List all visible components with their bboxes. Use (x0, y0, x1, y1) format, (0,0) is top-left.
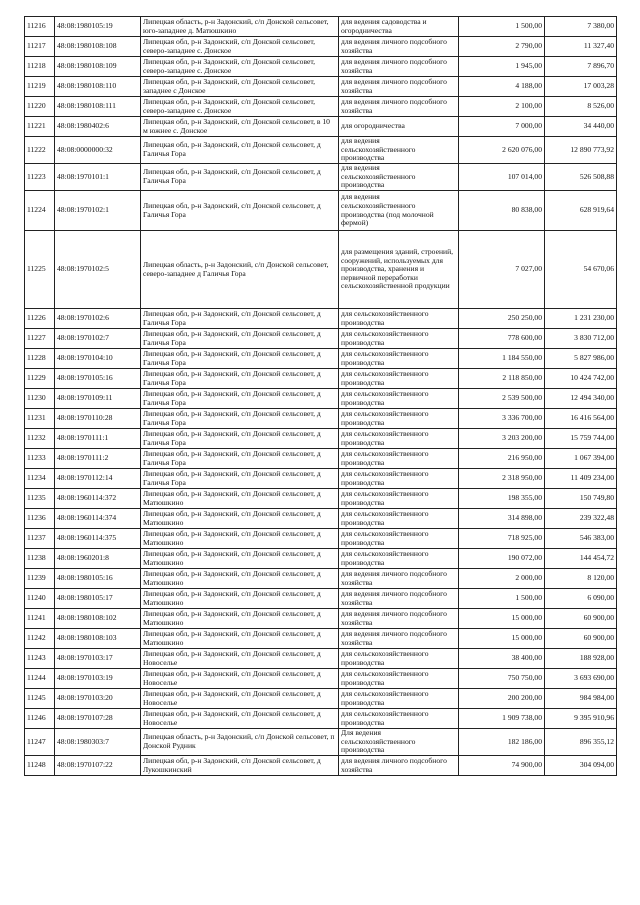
table-row (25, 629, 617, 649)
permitted-use-cell: Для ведения сельскохозяйственного производства (339, 729, 459, 756)
row-number: 11223 (25, 164, 55, 191)
area-cell: 778 600,00 (459, 329, 545, 349)
area-cell: 15 000,00 (459, 629, 545, 649)
table-row (25, 97, 617, 117)
table-row (25, 756, 617, 776)
permitted-use-cell: для сельскохозяйственного производства (339, 649, 459, 669)
area-cell: 107 014,00 (459, 164, 545, 191)
row-number: 11245 (25, 689, 55, 709)
address-cell: Липецкая обл, р-н Задонский, с/п Донской сельсовет, д Галичья Гора (141, 409, 339, 429)
row-number: 11229 (25, 369, 55, 389)
cadastral-value-cell: 150 749,80 (545, 489, 617, 509)
cadastral-number: 48:08:1970103:17 (55, 649, 141, 669)
permitted-use-cell: для сельскохозяйственного производства (339, 389, 459, 409)
cadastral-number: 48:08:1970103:19 (55, 669, 141, 689)
cadastral-value-cell: 12 494 340,00 (545, 389, 617, 409)
permitted-use-cell: для ведения личного подсобного хозяйства (339, 77, 459, 97)
row-number: 11220 (25, 97, 55, 117)
row-number: 11227 (25, 329, 55, 349)
area-cell: 1 500,00 (459, 17, 545, 37)
table-row (25, 117, 617, 137)
area-cell: 750 750,00 (459, 669, 545, 689)
cadastral-number: 48:08:0000000:32 (55, 137, 141, 164)
row-number: 11243 (25, 649, 55, 669)
cadastral-number: 48:08:1980108:103 (55, 629, 141, 649)
table-row (25, 609, 617, 629)
area-cell: 182 186,00 (459, 729, 545, 756)
permitted-use-cell: для сельскохозяйственного производства (339, 529, 459, 549)
address-cell: Липецкая обл, р-н Задонский, с/п Донской сельсовет, северо-западнее с. Донское (141, 97, 339, 117)
cadastral-value-cell: 60 900,00 (545, 609, 617, 629)
row-number: 11225 (25, 231, 55, 309)
cadastral-value-cell: 188 928,00 (545, 649, 617, 669)
table-row (25, 409, 617, 429)
row-number: 11237 (25, 529, 55, 549)
cadastral-value-cell: 304 094,00 (545, 756, 617, 776)
row-number: 11244 (25, 669, 55, 689)
table-row (25, 309, 617, 329)
cadastral-number: 48:08:1970101:1 (55, 164, 141, 191)
area-cell: 200 200,00 (459, 689, 545, 709)
row-number: 11241 (25, 609, 55, 629)
area-cell: 718 925,00 (459, 529, 545, 549)
permitted-use-cell: для ведения личного подсобного хозяйства (339, 609, 459, 629)
row-number: 11242 (25, 629, 55, 649)
area-cell: 1 909 738,00 (459, 709, 545, 729)
area-cell: 1 184 550,00 (459, 349, 545, 369)
cadastral-value-cell: 8 120,00 (545, 569, 617, 589)
area-cell: 80 838,00 (459, 191, 545, 231)
table-row (25, 77, 617, 97)
cadastral-value-cell: 11 409 234,00 (545, 469, 617, 489)
table-row (25, 429, 617, 449)
cadastral-value-cell: 3 693 690,00 (545, 669, 617, 689)
cadastral-number: 48:08:1970109:11 (55, 389, 141, 409)
cadastral-value-cell: 8 526,00 (545, 97, 617, 117)
row-number: 11246 (25, 709, 55, 729)
cadastral-number: 48:08:1980105:16 (55, 569, 141, 589)
area-cell: 314 898,00 (459, 509, 545, 529)
permitted-use-cell: для ведения личного подсобного хозяйства (339, 57, 459, 77)
area-cell: 15 000,00 (459, 609, 545, 629)
table-row (25, 689, 617, 709)
row-number: 11240 (25, 589, 55, 609)
address-cell: Липецкая обл, р-н Задонский, с/п Донской сельсовет, д Матюшкино (141, 629, 339, 649)
permitted-use-cell: для ведения сельскохозяйственного производства (339, 164, 459, 191)
area-cell: 2 000,00 (459, 569, 545, 589)
table-row (25, 231, 617, 309)
cadastral-number: 48:08:1960114:372 (55, 489, 141, 509)
area-cell: 1 945,00 (459, 57, 545, 77)
address-cell: Липецкая обл, р-н Задонский, с/п Донской сельсовет, д Галичья Гора (141, 449, 339, 469)
area-cell: 38 400,00 (459, 649, 545, 669)
address-cell: Липецкая обл, р-н Задонский, с/п Донской сельсовет, д Матюшкино (141, 589, 339, 609)
address-cell: Липецкая обл, р-н Задонский, с/п Донской сельсовет, западнее с Донское (141, 77, 339, 97)
cadastral-number: 48:08:1980105:19 (55, 17, 141, 37)
permitted-use-cell: для ведения личного подсобного хозяйства (339, 756, 459, 776)
cadastral-number: 48:08:1980303:7 (55, 729, 141, 756)
table-row (25, 669, 617, 689)
table-body (25, 17, 617, 776)
address-cell: Липецкая обл, р-н Задонский, с/п Донской сельсовет, д Новоселье (141, 669, 339, 689)
cadastral-value-cell: 3 830 712,00 (545, 329, 617, 349)
cadastral-number: 48:08:1980108:109 (55, 57, 141, 77)
table-row (25, 389, 617, 409)
address-cell: Липецкая обл, р-н Задонский, с/п Донской сельсовет, д Новоселье (141, 709, 339, 729)
row-number: 11234 (25, 469, 55, 489)
cadastral-number: 48:08:1980108:110 (55, 77, 141, 97)
cadastral-value-cell: 15 759 744,00 (545, 429, 617, 449)
address-cell: Липецкая обл, р-н Задонский, с/п Донской сельсовет, д Галичья Гора (141, 137, 339, 164)
address-cell: Липецкая обл, р-н Задонский, с/п Донской сельсовет, д Матюшкино (141, 609, 339, 629)
table-row (25, 509, 617, 529)
cadastral-value-cell: 34 440,00 (545, 117, 617, 137)
address-cell: Липецкая обл, р-н Задонский, с/п Донской сельсовет, д Галичья Гора (141, 191, 339, 231)
cadastral-value-cell: 896 355,12 (545, 729, 617, 756)
table-row (25, 17, 617, 37)
permitted-use-cell: для сельскохозяйственного производства (339, 669, 459, 689)
row-number: 11221 (25, 117, 55, 137)
cadastral-value-cell: 144 454,72 (545, 549, 617, 569)
address-cell: Липецкая обл, р-н Задонский, с/п Донской сельсовет, д Галичья Гора (141, 429, 339, 449)
table-row (25, 369, 617, 389)
cadastral-number: 48:08:1970111:2 (55, 449, 141, 469)
area-cell: 1 500,00 (459, 589, 545, 609)
document-page (24, 16, 616, 776)
address-cell: Липецкая область, р-н Задонский, с/п Донской сельсовет, п Донской Рудник (141, 729, 339, 756)
address-cell: Липецкая обл, р-н Задонский, с/п Донской сельсовет, д Галичья Гора (141, 389, 339, 409)
address-cell: Липецкая обл, р-н Задонский, с/п Донской сельсовет, в 10 м южнее с. Донское (141, 117, 339, 137)
permitted-use-cell: для сельскохозяйственного производства (339, 509, 459, 529)
row-number: 11239 (25, 569, 55, 589)
permitted-use-cell: для сельскохозяйственного производства (339, 329, 459, 349)
row-number: 11218 (25, 57, 55, 77)
table-row (25, 37, 617, 57)
table-row (25, 329, 617, 349)
cadastral-value-cell: 526 508,88 (545, 164, 617, 191)
row-number: 11235 (25, 489, 55, 509)
permitted-use-cell: для сельскохозяйственного производства (339, 469, 459, 489)
permitted-use-cell: для огородничества (339, 117, 459, 137)
address-cell: Липецкая область, р-н Задонский, с/п Донской сельсовет, юго-западнее д. Матюшкино (141, 17, 339, 37)
area-cell: 2 790,00 (459, 37, 545, 57)
cadastral-number: 48:08:1960114:374 (55, 509, 141, 529)
permitted-use-cell: для ведения садоводства и огородничества (339, 17, 459, 37)
permitted-use-cell: для сельскохозяйственного производства (339, 309, 459, 329)
cadastral-number: 48:08:1970103:20 (55, 689, 141, 709)
area-cell: 4 188,00 (459, 77, 545, 97)
permitted-use-cell: для сельскохозяйственного производства (339, 689, 459, 709)
address-cell: Липецкая обл, р-н Задонский, с/п Донской сельсовет, д Лукошкинский (141, 756, 339, 776)
cadastral-number: 48:08:1970110:28 (55, 409, 141, 429)
cadastral-number: 48:08:1970111:1 (55, 429, 141, 449)
cadastral-value-cell: 6 090,00 (545, 589, 617, 609)
cadastral-value-cell: 60 900,00 (545, 629, 617, 649)
cadastral-number: 48:08:1980108:111 (55, 97, 141, 117)
row-number: 11216 (25, 17, 55, 37)
row-number: 11248 (25, 756, 55, 776)
cadastral-value-cell: 7 380,00 (545, 17, 617, 37)
row-number: 11222 (25, 137, 55, 164)
cadastral-value-cell: 54 670,06 (545, 231, 617, 309)
table-row (25, 529, 617, 549)
area-cell: 216 950,00 (459, 449, 545, 469)
cadastral-number: 48:08:1970107:22 (55, 756, 141, 776)
address-cell: Липецкая обл, р-н Задонский, с/п Донской сельсовет, д Галичья Гора (141, 369, 339, 389)
cadastral-value-cell: 11 327,40 (545, 37, 617, 57)
cadastral-number: 48:08:1970112:14 (55, 469, 141, 489)
permitted-use-cell: для сельскохозяйственного производства (339, 549, 459, 569)
cadastral-number: 48:08:1970102:7 (55, 329, 141, 349)
permitted-use-cell: для сельскохозяйственного производства (339, 429, 459, 449)
table-row (25, 164, 617, 191)
area-cell: 3 336 700,00 (459, 409, 545, 429)
cadastral-value-cell: 628 919,64 (545, 191, 617, 231)
address-cell: Липецкая обл, р-н Задонский, с/п Донской сельсовет, северо-западнее с. Донское (141, 57, 339, 77)
cadastral-number: 48:08:1980402:6 (55, 117, 141, 137)
cadastral-value-cell: 10 424 742,00 (545, 369, 617, 389)
address-cell: Липецкая область, р-н Задонский, с/п Донской сельсовет, северо-западнее д Галичья Гора (141, 231, 339, 309)
cadastral-value-cell: 1 067 394,00 (545, 449, 617, 469)
area-cell: 7 000,00 (459, 117, 545, 137)
row-number: 11238 (25, 549, 55, 569)
table-row (25, 589, 617, 609)
land-plots-table (24, 16, 617, 776)
cadastral-value-cell: 7 896,70 (545, 57, 617, 77)
cadastral-value-cell: 17 003,28 (545, 77, 617, 97)
table-row (25, 569, 617, 589)
area-cell: 2 100,00 (459, 97, 545, 117)
permitted-use-cell: для ведения личного подсобного хозяйства (339, 589, 459, 609)
area-cell: 74 900,00 (459, 756, 545, 776)
area-cell: 2 620 076,00 (459, 137, 545, 164)
area-cell: 2 318 950,00 (459, 469, 545, 489)
row-number: 11236 (25, 509, 55, 529)
permitted-use-cell: для сельскохозяйственного производства (339, 709, 459, 729)
cadastral-number: 48:08:1960114:375 (55, 529, 141, 549)
row-number: 11231 (25, 409, 55, 429)
permitted-use-cell: для сельскохозяйственного производства (339, 369, 459, 389)
cadastral-number: 48:08:1980108:108 (55, 37, 141, 57)
address-cell: Липецкая обл, р-н Задонский, с/п Донской сельсовет, д Галичья Гора (141, 329, 339, 349)
permitted-use-cell: для сельскохозяйственного производства (339, 409, 459, 429)
table-row (25, 549, 617, 569)
cadastral-value-cell: 9 395 910,96 (545, 709, 617, 729)
address-cell: Липецкая обл, р-н Задонский, с/п Донской сельсовет, д Галичья Гора (141, 309, 339, 329)
table-row (25, 469, 617, 489)
row-number: 11247 (25, 729, 55, 756)
table-row (25, 649, 617, 669)
cadastral-number: 48:08:1970105:16 (55, 369, 141, 389)
cadastral-value-cell: 5 827 986,00 (545, 349, 617, 369)
cadastral-number: 48:08:1960201:8 (55, 549, 141, 569)
row-number: 11233 (25, 449, 55, 469)
area-cell: 190 072,00 (459, 549, 545, 569)
address-cell: Липецкая обл, р-н Задонский, с/п Донской сельсовет, д Галичья Гора (141, 164, 339, 191)
address-cell: Липецкая обл, р-н Задонский, с/п Донской сельсовет, д Матюшкино (141, 549, 339, 569)
area-cell: 198 355,00 (459, 489, 545, 509)
row-number: 11217 (25, 37, 55, 57)
cadastral-number: 48:08:1970102:5 (55, 231, 141, 309)
cadastral-value-cell: 1 231 230,00 (545, 309, 617, 329)
area-cell: 250 250,00 (459, 309, 545, 329)
cadastral-number: 48:08:1970104:10 (55, 349, 141, 369)
row-number: 11232 (25, 429, 55, 449)
area-cell: 7 027,00 (459, 231, 545, 309)
permitted-use-cell: для сельскохозяйственного производства (339, 449, 459, 469)
cadastral-value-cell: 239 322,48 (545, 509, 617, 529)
cadastral-number: 48:08:1970102:1 (55, 191, 141, 231)
address-cell: Липецкая обл, р-н Задонский, с/п Донской сельсовет, д Матюшкино (141, 489, 339, 509)
address-cell: Липецкая обл, р-н Задонский, с/п Донской сельсовет, д Матюшкино (141, 569, 339, 589)
cadastral-number: 48:08:1970102:6 (55, 309, 141, 329)
address-cell: Липецкая обл, р-н Задонский, с/п Донской сельсовет, д Галичья Гора (141, 469, 339, 489)
permitted-use-cell: для сельскохозяйственного производства (339, 349, 459, 369)
cadastral-value-cell: 12 890 773,92 (545, 137, 617, 164)
cadastral-number: 48:08:1980105:17 (55, 589, 141, 609)
permitted-use-cell: для размещения зданий, строений, сооружений, используемых для производства, хранения и первичной переработки сельскохозяйственной продукции (339, 231, 459, 309)
permitted-use-cell: для сельскохозяйственного производства (339, 489, 459, 509)
cadastral-value-cell: 984 984,00 (545, 689, 617, 709)
cadastral-number: 48:08:1980108:102 (55, 609, 141, 629)
row-number: 11228 (25, 349, 55, 369)
area-cell: 2 539 500,00 (459, 389, 545, 409)
permitted-use-cell: для ведения сельскохозяйственного производства (под молочной фермой) (339, 191, 459, 231)
area-cell: 3 203 200,00 (459, 429, 545, 449)
address-cell: Липецкая обл, р-н Задонский, с/п Донской сельсовет, д Галичья Гора (141, 349, 339, 369)
cadastral-number: 48:08:1970107:28 (55, 709, 141, 729)
table-row (25, 349, 617, 369)
row-number: 11219 (25, 77, 55, 97)
table-row (25, 191, 617, 231)
table-row (25, 449, 617, 469)
permitted-use-cell: для ведения личного подсобного хозяйства (339, 629, 459, 649)
table-row (25, 489, 617, 509)
cadastral-value-cell: 16 416 564,00 (545, 409, 617, 429)
address-cell: Липецкая обл, р-н Задонский, с/п Донской сельсовет, д Матюшкино (141, 509, 339, 529)
table-row (25, 137, 617, 164)
table-row (25, 709, 617, 729)
address-cell: Липецкая обл, р-н Задонский, с/п Донской сельсовет, д Новоселье (141, 689, 339, 709)
address-cell: Липецкая обл, р-н Задонский, с/п Донской сельсовет, д Новоселье (141, 649, 339, 669)
table-row (25, 729, 617, 756)
permitted-use-cell: для ведения сельскохозяйственного производства (339, 137, 459, 164)
address-cell: Липецкая обл, р-н Задонский, с/п Донской сельсовет, д Матюшкино (141, 529, 339, 549)
table-row (25, 57, 617, 77)
address-cell: Липецкая обл, р-н Задонский, с/п Донской сельсовет, северо-западнее с. Донское (141, 37, 339, 57)
cadastral-value-cell: 546 383,00 (545, 529, 617, 549)
permitted-use-cell: для ведения личного подсобного хозяйства (339, 97, 459, 117)
permitted-use-cell: для ведения личного подсобного хозяйства (339, 37, 459, 57)
row-number: 11226 (25, 309, 55, 329)
row-number: 11230 (25, 389, 55, 409)
permitted-use-cell: для ведения личного подсобного хозяйства (339, 569, 459, 589)
row-number: 11224 (25, 191, 55, 231)
area-cell: 2 118 850,00 (459, 369, 545, 389)
